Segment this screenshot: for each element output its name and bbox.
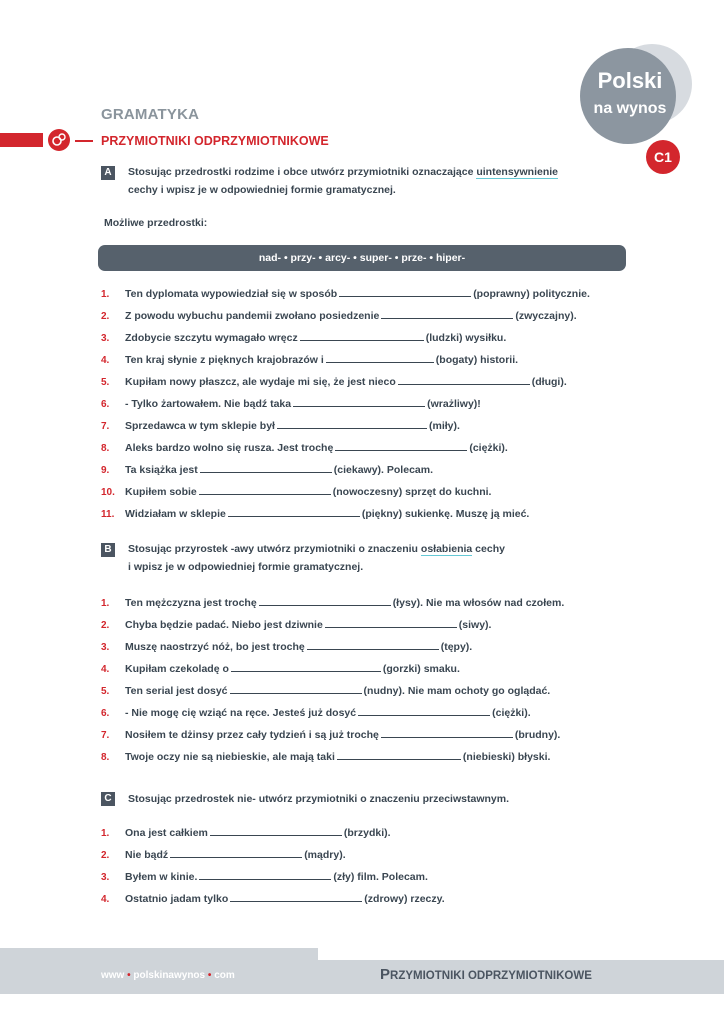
section-c-letter: C: [101, 792, 115, 806]
topic-title: PRZYMIOTNIKI ODPRZYMIOTNIKOWE: [101, 134, 329, 148]
highlighted-word: uintensywnienie: [476, 166, 559, 178]
answer-blank[interactable]: [381, 308, 513, 319]
list-item: 2. Nie bądź (mądry).: [101, 849, 346, 861]
list-item: 5. Kupiłam nowy płaszcz, ale wydaje mi się, że jest nieco (długi).: [101, 376, 567, 388]
footer-url[interactable]: www • polskinawynos • com: [101, 970, 235, 981]
list-item: 7. Nosiłem te dżinsy przez cały tydzień i są już trochę (brudny).: [101, 729, 561, 741]
answer-blank[interactable]: [326, 352, 434, 363]
list-item: 7. Sprzedawca w tym sklepie był (miły).: [101, 420, 460, 432]
answer-blank[interactable]: [199, 484, 331, 495]
answer-blank[interactable]: [228, 506, 360, 517]
list-item: 1. Ona jest całkiem (brzydki).: [101, 827, 391, 839]
list-item: 6. - Nie mogę cię wziąć na ręce. Jesteś już dosyć (ciężki).: [101, 707, 531, 719]
answer-blank[interactable]: [335, 440, 467, 451]
section-b-list: [101, 595, 661, 771]
list-item: 5. Ten serial jest dosyć (nudny). Nie mam ochoty go oglądać.: [101, 685, 551, 697]
logo-line1: Polski: [597, 68, 663, 93]
answer-blank[interactable]: [277, 418, 427, 429]
prefixes-bar: nad- • przy- • arcy- • super- • prze- • hiper-: [98, 245, 626, 271]
list-item: 2. Chyba będzie padać. Niebo jest dziwnie (siwy).: [101, 619, 492, 631]
list-item: 4. Kupiłam czekoladę o (gorzki) smaku.: [101, 663, 460, 675]
answer-blank[interactable]: [339, 286, 471, 297]
logo-line2: na wynos: [593, 100, 667, 117]
list-item: 6. - Tylko żartowałem. Nie bądź taka (wrażliwy)!: [101, 398, 481, 410]
list-item: 2. Z powodu wybuchu pandemii zwołano posiedzenie (zwyczajny).: [101, 310, 577, 322]
level-badge: C1: [646, 140, 680, 174]
answer-blank[interactable]: [231, 661, 381, 672]
section-b-instruction: Stosując przyrostek -awy utwórz przymiotniki o znaczeniu osłabienia cechy i wpisz je w odpowiedniej formie gramatycznej.: [128, 543, 505, 573]
list-item: 8. Aleks bardzo wolno się rusza. Jest trochę (ciężki).: [101, 442, 508, 454]
answer-blank[interactable]: [293, 396, 425, 407]
footer-band-top: [0, 948, 318, 960]
list-item: 3. Zdobycie szczytu wymagało wręcz (ludzki) wysiłku.: [101, 332, 507, 344]
highlighted-word: osłabienia: [420, 543, 473, 555]
red-bar: [0, 133, 43, 147]
logo: [572, 40, 696, 164]
red-line: [75, 140, 93, 142]
prefixes-label: Możliwe przedrostki:: [104, 217, 208, 229]
answer-blank[interactable]: [200, 462, 332, 473]
section-a-letter: A: [101, 166, 115, 180]
answer-blank[interactable]: [358, 705, 490, 716]
answer-blank[interactable]: [398, 374, 530, 385]
answer-blank[interactable]: [170, 847, 302, 858]
answer-blank[interactable]: [381, 727, 513, 738]
section-a-instruction: Stosując przedrostki rodzime i obce utwórz przymiotniki oznaczające uintensywnienie cechy i wpisz je w odpowiedniej formie gramatycznej.: [128, 166, 559, 196]
section-c-list: [101, 825, 661, 913]
answer-blank[interactable]: [300, 330, 424, 341]
answer-blank[interactable]: [307, 639, 439, 650]
list-item: 10. Kupiłem sobie (nowoczesny) sprzęt do kuchni.: [101, 486, 492, 498]
answer-blank[interactable]: [325, 617, 457, 628]
list-item: 3. Byłem w kinie. (zły) film. Polecam.: [101, 871, 428, 883]
list-item: 4. Ten kraj słynie z pięknych krajobrazów i (bogaty) historii.: [101, 354, 519, 366]
answer-blank[interactable]: [337, 749, 461, 760]
list-item: 3. Muszę naostrzyć nóż, bo jest trochę (tępy).: [101, 641, 473, 653]
list-item: 4. Ostatnio jadam tylko (zdrowy) rzeczy.: [101, 893, 445, 905]
footer-title: PRZYMIOTNIKI ODPRZYMIOTNIKOWE: [380, 966, 592, 983]
list-item: 11. Widziałam w sklepie (piękny) sukienkę. Muszę ją mieć.: [101, 508, 530, 520]
answer-blank[interactable]: [230, 683, 362, 694]
section-b-letter: B: [101, 543, 115, 557]
answer-blank[interactable]: [230, 891, 362, 902]
list-item: 8. Twoje oczy nie są niebieskie, ale mają taki (niebieski) błyski.: [101, 751, 551, 763]
section-title: GRAMATYKA: [101, 106, 200, 123]
section-c-instruction: Stosując przedrostek nie- utwórz przymiotniki o znaczeniu przeciwstawnym.: [128, 793, 509, 805]
answer-blank[interactable]: [259, 595, 391, 606]
gears-icon: [48, 129, 70, 151]
list-item: 1. Ten mężczyzna jest trochę (łysy). Nie ma włosów nad czołem.: [101, 597, 565, 609]
section-a-list: [101, 286, 661, 528]
answer-blank[interactable]: [210, 825, 342, 836]
list-item: 1. Ten dyplomata wypowiedział się w sposób (poprawny) politycznie.: [101, 288, 590, 300]
list-item: 9. Ta książka jest (ciekawy). Polecam.: [101, 464, 433, 476]
answer-blank[interactable]: [199, 869, 331, 880]
